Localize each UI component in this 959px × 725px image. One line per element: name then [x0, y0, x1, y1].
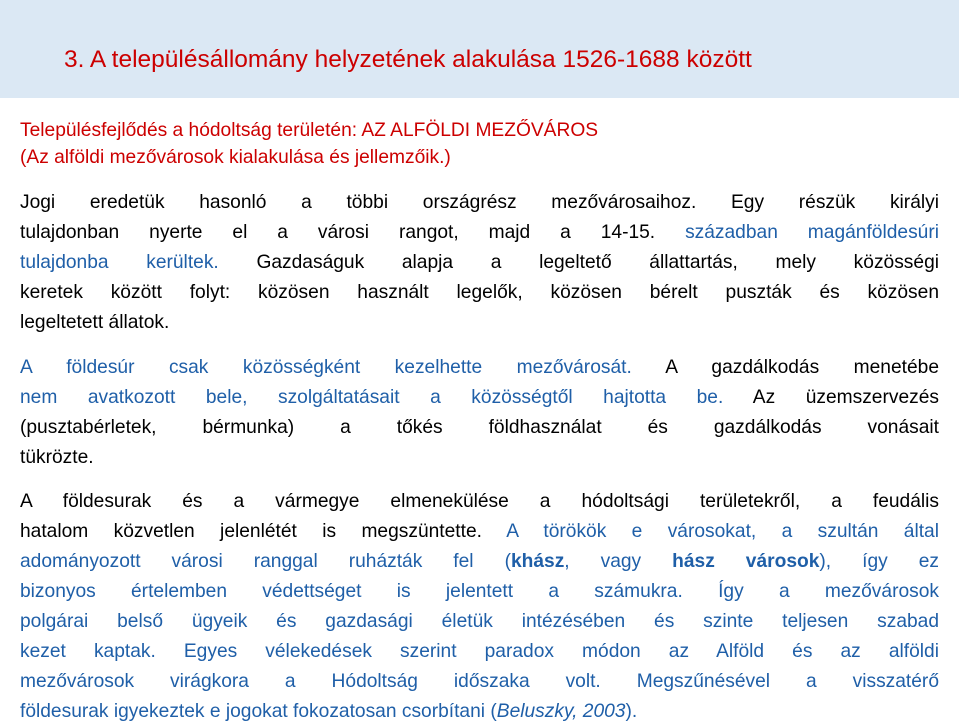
slide-title: 3. A településállomány helyzetének alakulása 1526-1688 között — [64, 46, 752, 73]
p2-line-2 — [20, 385, 939, 411]
p1-line-3-highlight: tulajdonba kerültek. — [20, 252, 257, 273]
p2-line-1-text: A gazdálkodás menetébe — [665, 357, 939, 378]
p3-line-5: polgárai belső ügyeik és gazdasági életük intézésében és szinte teljesen szabad — [20, 611, 939, 632]
p3-line-2 — [20, 519, 939, 545]
p1-line-3-text: Gazdaságuk alapja a legeltető állattartás, mely közösségi — [256, 252, 940, 273]
p2-line-4: tükrözte. — [20, 447, 94, 468]
p3-line-3-e: ), így ez — [819, 551, 939, 572]
p3-line-1: A földesurak és a vármegye elmenekülése a hódoltsági területekről, a feudális — [20, 491, 939, 512]
p3-line-4: bizonyos értelemben védettséget is jelentett a számukra. Így a mezővárosok — [20, 581, 939, 602]
p2-line-1 — [20, 355, 939, 381]
p3-citation: Beluszky, 2003 — [496, 701, 626, 722]
p3-line-8 — [20, 699, 939, 725]
p3-line-7: mezővárosok virágkora a Hódoltság időszaka volt. Megszűnésével a visszatérő — [20, 671, 939, 692]
p3-line-2-text: hatalom közvetlen jelenlétét is megszüntette. — [20, 521, 507, 542]
p3-line-3 — [20, 549, 939, 575]
p3-line-3-c: , vagy — [564, 551, 673, 572]
subtitle-line-1: Településfejlődés a hódoltság területén: AZ ALFÖLDI MEZŐVÁROS — [20, 120, 599, 141]
p1-line-1: Jogi eredetük hasonló a többi országrész mezővárosaihoz. Egy részük királyi — [20, 192, 939, 213]
p2-line-2-text: Az üzemszervezés — [752, 387, 939, 408]
p3-hasz-term: hász városok — [672, 551, 820, 572]
p1-line-5: legeltetett állatok. — [20, 312, 170, 333]
p3-line-3-a: adományozott városi ranggal ruházták fel ( — [20, 551, 511, 572]
p1-line-3 — [20, 250, 939, 276]
p3-line-2-highlight: A törökök e városokat, a szultán által — [506, 521, 939, 542]
p1-line-2 — [20, 220, 939, 246]
subtitle-line-2: (Az alföldi mezővárosok kialakulása és jellemzőik.) — [20, 147, 451, 168]
p2-line-2-highlight: nem avatkozott bele, szolgáltatásait a közösségtől hajtotta be. — [20, 387, 753, 408]
p3-khasz-term: khász — [510, 551, 565, 572]
p1-line-4: keretek között folyt: közösen használt legelők, közösen bérelt puszták és közösen — [20, 282, 939, 303]
p2-line-1-highlight: A földesúr csak közösségként kezelhette mezővárosát. — [20, 357, 666, 378]
p1-line-2-text: tulajdonban nyerte el a városi rangot, majd a 14-15. — [20, 222, 686, 243]
p2-line-3: (pusztabérletek, bérmunka) a tőkés földhasználat és gazdálkodás vonásait — [20, 417, 939, 438]
p3-line-8-a: földesurak igyekeztek e jogokat fokozatosan csorbítani ( — [20, 701, 497, 722]
p3-line-6: kezet kaptak. Egyes vélekedések szerint paradox módon az Alföld és az alföldi — [20, 641, 939, 662]
p3-line-8-c: ). — [625, 701, 638, 722]
p1-line-2-highlight: században magánföldesúri — [685, 222, 939, 243]
